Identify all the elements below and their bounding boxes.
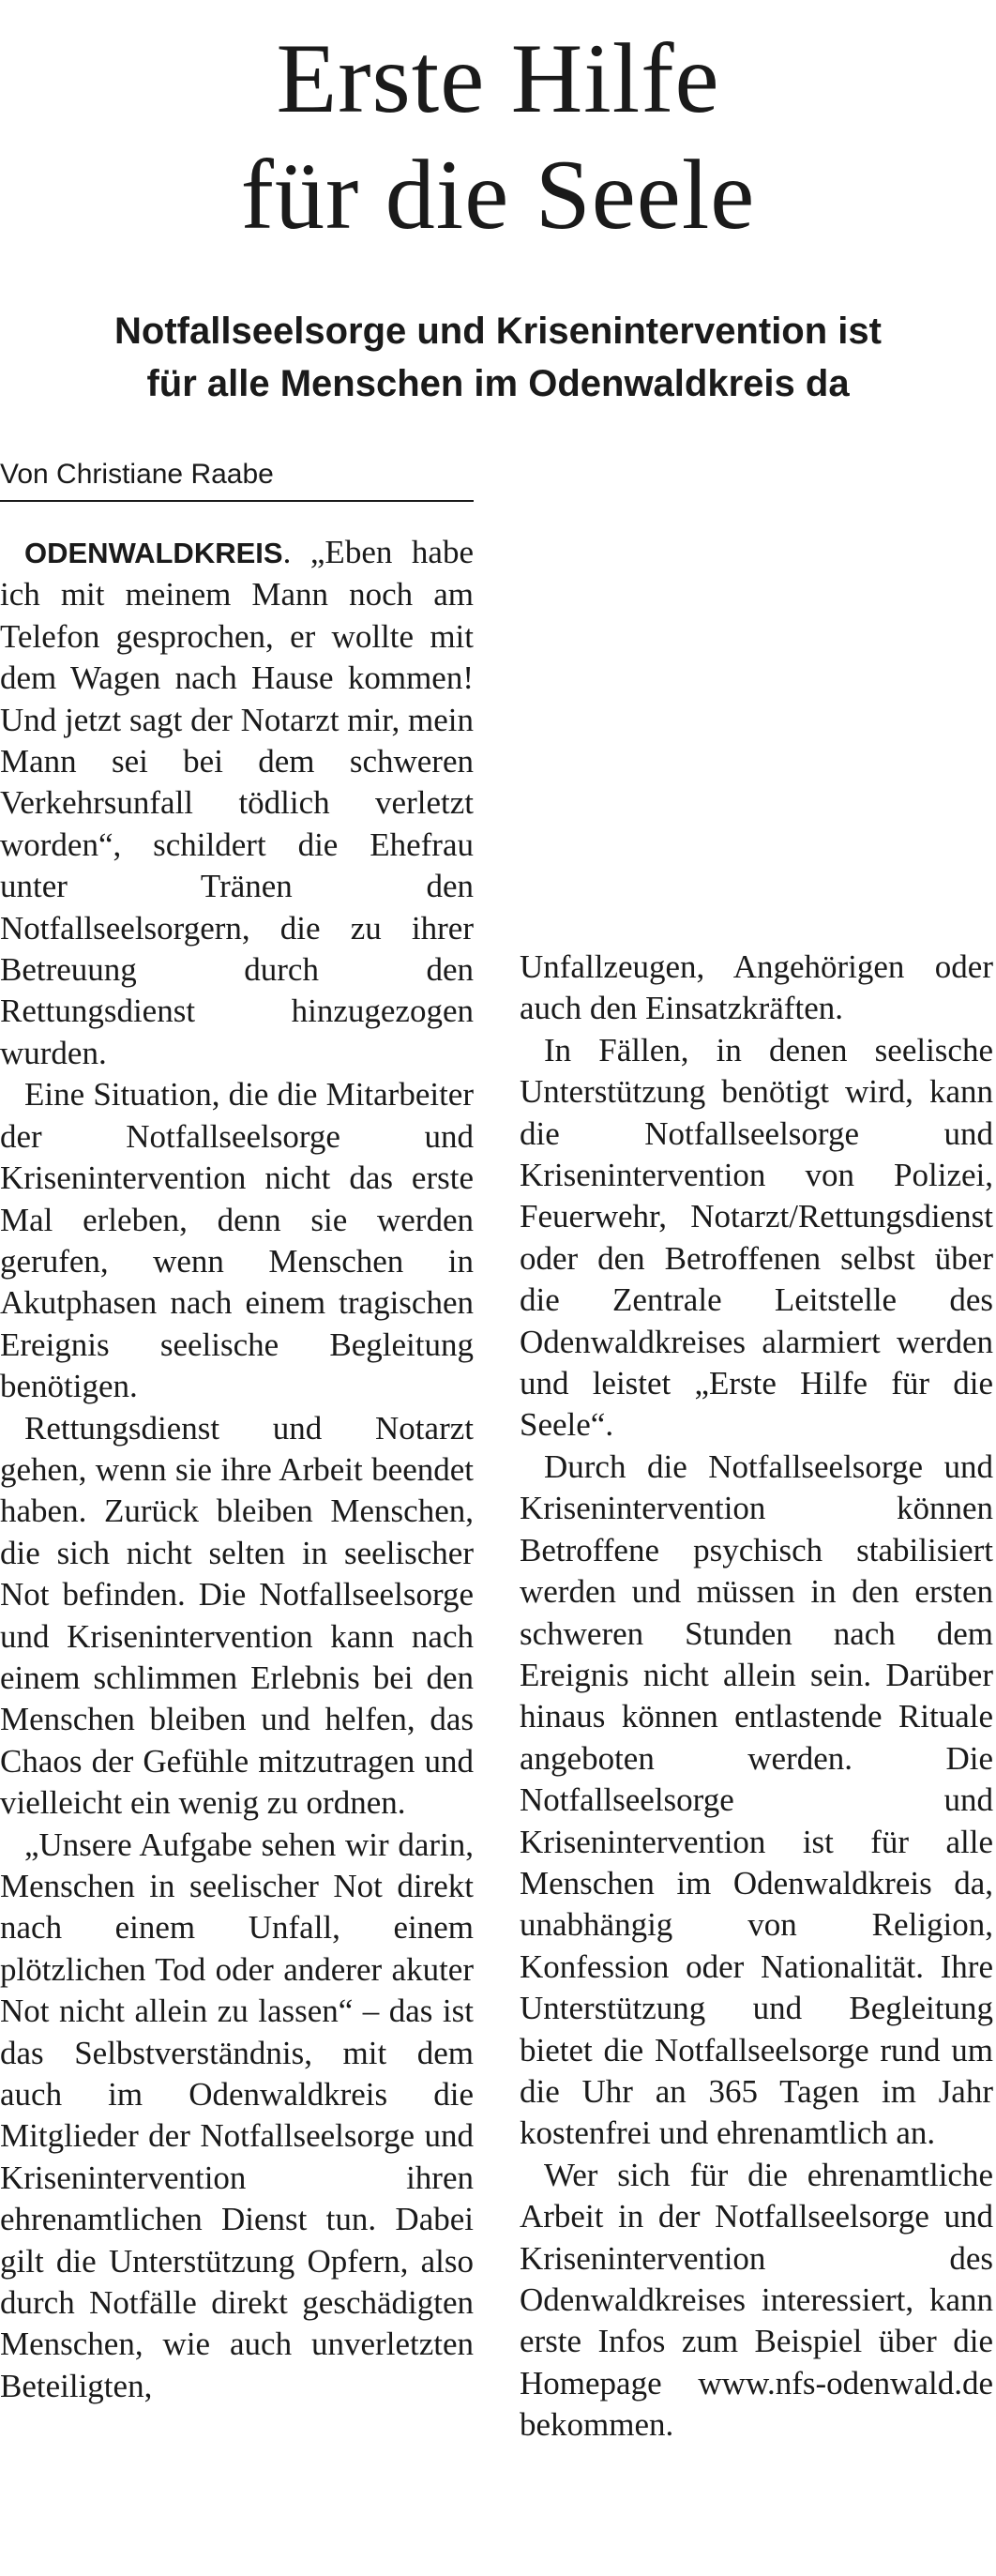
paragraph-5: Unfallzeugen, Angehörigen oder auch den Einsatzkräften. [520, 948, 993, 1027]
article-column-2 [520, 947, 993, 2447]
subhead-line-2: für alle Menschen im Odenwaldkreis da [146, 363, 850, 404]
paragraph-2: Eine Situation, die die Mitarbeiter der Notfallseelsorge und Krisenintervention nicht das erste Mal erleben, denn sie werden gerufen, wenn Menschen in Akutphasen nach einem tragischen Ereignis seelische Begleitung benötigen. [0, 1076, 474, 1405]
paragraph-1-text: . „Eben habe ich mit meinem Mann noch am Telefon gesprochen, er wollte mit dem Wagen nach Hause kommen! Und jetzt sagt der Notarzt mir, mein Mann sei bei dem schweren Verkehrsunfall tödlich verletzt worden“, schildert die Ehefrau unter Tränen den Notfallseelsorgern, die zu ihrer Betreuung durch den Rettungsdienst hinzugezogen wurden. [0, 534, 474, 1071]
paragraph-1 [0, 532, 474, 1074]
paragraph-4: „Unsere Aufgabe sehen wir darin, Menschen in seelischer Not direkt nach einem Unfall, einem plötzlichen Tod oder anderer akuter Not nicht allein zu lassen“ – das ist das Selbstverständnis, mit dem auch im Odenwaldkreis die Mitglieder der Notfallseelsorge und Krisenintervention ihren ehrenamtlichen Dienst tun. Dabei gilt die Unterstützung Opfern, also durch Notfälle direkt geschädigten Menschen, wie auch unverletzten Beteiligten, [0, 1826, 474, 2404]
paragraph-3: Rettungsdienst und Notarzt gehen, wenn sie ihre Arbeit beendet haben. Zurück bleiben Menschen, die sich nicht selten in seelischer Not befinden. Die Notfallseelsorge und Krisenintervention kann nach einem schlimmen Erlebnis bei den Menschen bleiben und helfen, das Chaos der Gefühle mitzutragen und vielleicht ein wenig zu ordnen. [0, 1409, 474, 1822]
paragraph-6: In Fällen, in denen seelische Unterstützung benötigt wird, kann die Notfallseelsorge und Krisenintervention von Polizei, Feuerwehr, Notarzt/Rettungsdienst oder den Betroffenen selbst über die Zentrale Leitstelle des Odenwaldkreises alarmiert werden und leistet „Erste Hilfe für die Seele“. [520, 1031, 993, 1444]
paragraph-8: Wer sich für die ehrenamtliche Arbeit in der Notfallseelsorge und Krisenintervention des Odenwaldkreises interessiert, kann erste Infos zum Beispiel über die Homepage www.nfs-odenwald.de bekommen. [520, 2156, 993, 2444]
headline-line-2: für die Seele [240, 140, 756, 250]
dateline: ODENWALDKREIS [24, 537, 283, 569]
article-column-1 [0, 532, 474, 2407]
subheadline [0, 305, 996, 410]
byline: Von Christiane Raabe [0, 457, 474, 502]
headline-line-1: Erste Hilfe [276, 23, 720, 133]
paragraph-7: Durch die Notfallseelsorge und Krisenintervention können Betroffene psychisch stabilisiert werden und müssen in den ersten schweren Stunden nach dem Ereignis nicht allein sein. Darüber hinaus können entlastende Rituale angeboten werden. Die Notfallseelsorge und Krisenintervention ist für alle Menschen im Odenwaldkreis da, unabhängig von Religion, Konfession oder Nationalität. Ihre Unterstützung und Begleitung bietet die Notfallseelsorge rund um die Uhr an 365 Tagen im Jahr kostenfrei und ehrenamtlich an. [520, 1447, 993, 2152]
headline [0, 21, 996, 253]
subhead-line-1: Notfallseelsorge und Krisenintervention ist [114, 311, 882, 352]
